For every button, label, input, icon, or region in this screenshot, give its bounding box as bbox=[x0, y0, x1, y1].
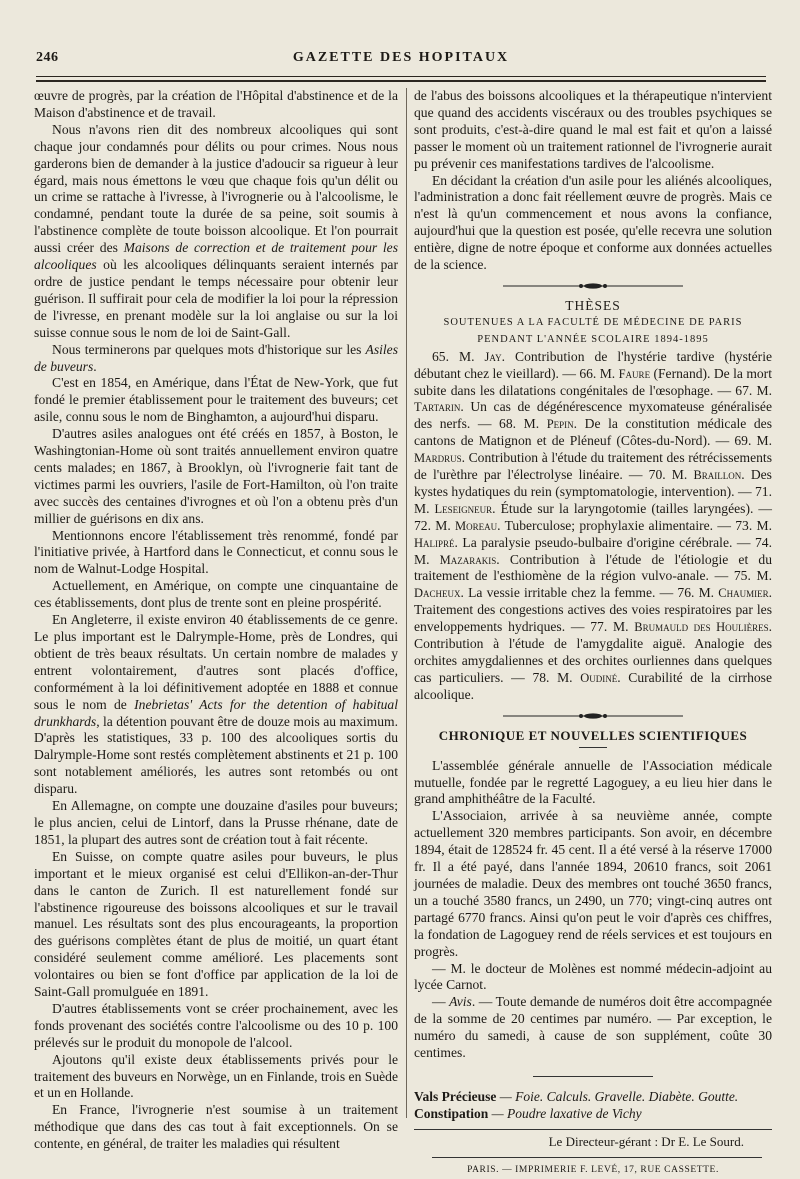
thesis-title: (Fernand). De la mort subite dans les dilatations congénitales de l'œsophage. — bbox=[414, 365, 772, 398]
thesis-author: Brumauld des Houlières bbox=[634, 620, 769, 635]
paragraph: En Angleterre, il existe environ 40 établissements de ce genre. Le plus important est le Dalrymple-Home, près de Londres, qui obtient de très beaux résultats. Un certain nombre de malades y entrent volontairement, d'autres sont placés d'office, conformément à la loi définitivement adoptée en 1888 et connue sous le nom de Inebrietas' Acts for the detention of habitual drunkhards, la détention pouvant être de douze mois au maximum. D'après les statistiques, 33 p. 100 des alcooliques sortis du Dalrymple-Home sont restés complètement abstinents et 21 p. 100 sont notablement améliorés, les autres sont retombés ou ont disparu. bbox=[34, 612, 398, 797]
printer-imprint: PARIS. — IMPRIMERIE F. LEVÉ, 17, RUE CASSETTE. bbox=[467, 1164, 719, 1175]
paragraph: — Avis. — Toute demande de numéros doit être accompagnée de la somme de 20 centimes par numéro. — Par exception, le numéro du samedi, à cause de son supplément, coûte 30 centimes. bbox=[414, 994, 772, 1061]
thesis-author: Braillon bbox=[693, 468, 742, 483]
paragraph: L'Associaion, arrivée à sa neuvième année, compte actuellement 320 membres participants. Son avoir, en décembre 1894, était de 128524 fr. 45 cent. Il a été versé à la réserve 17000 fr. Il a été payé, dans l'année 1894, 20610 francs, soit 2061 journées de maladie. Deux des membres ont touché 3650 francs, un a touché 3580 francs, un 2490, un 770; vingt-cinq autres ont partagé 6770 francs. Ainsi qu'on peut le voir d'après ces chiffres, la fondation de Lagoguey rend de réels services et est toujours en progrès. bbox=[414, 808, 772, 959]
thesis-title: . Contribution à l'étude du traitement des rétrécissements de l'urèthre par l'électrolyse linéaire. — bbox=[414, 450, 772, 483]
paragraph: de l'abus des boissons alcooliques et la thérapeutique n'intervient que quand des accidents viscéraux ou des troubles psychiques se sont produits, c'est-à-dire quand le mal est fait et qu'on a laissé passer le moment où un traitement rationnel de l'ivrognerie aurait pu prévenir ces manifestations tardives de l'alcoolisme. bbox=[414, 88, 772, 171]
thesis-number: 78. M. bbox=[532, 669, 581, 685]
section-title-theses: THÈSES bbox=[565, 297, 621, 313]
paragraph: œuvre de progrès, par la création de l'Hôpital d'abstinence et de la Maison d'abstinence et de travail. bbox=[34, 88, 398, 120]
paragraph: Actuellement, en Amérique, on compte une cinquantaine de ces établissements, dont plus de trente sont en pleine prospérité. bbox=[34, 578, 398, 611]
thesis-number: 77. M. bbox=[590, 619, 635, 635]
right-column bbox=[414, 88, 772, 1179]
paragraph: — M. le docteur de Molènes est nommé médecin-adjoint au lycée Carnot. bbox=[414, 960, 772, 993]
thesis-author: Pepin bbox=[546, 417, 574, 432]
thesis-author: Chaumier bbox=[718, 586, 769, 601]
paragraph: Nous n'avons rien dit des nombreux alcooliques qui sont chaque jour condamnés pour délits ou pour crimes. Nous nous garderons bien de demander à la justice d'adoucir sa rigueur à leur égard, mais nous émettons le vœu que chaque fois qu'un délit ou un crime se rattache à l'ivresse, à l'ivrognerie ou à l'alcoolisme, le condamné, pendant toute la durée de sa peine, soit soumis à l'abstinence complète de toute boisson alcoolique. Et l'on pourrait aussi créer des Maisons de correction et de traitement pour les alcooliques où les alcooliques délinquants seraient internés par ordre de justice pendant le temps nécessaire pour obtenir leur guérison. Il suffirait pour cela de modifier la loi pour la répression de l'ivresse, en prenant modèle sur la loi anglaise ou sur la loi suisse connue sous le nom de loi de Saint-Gall. bbox=[34, 121, 398, 340]
thesis-number: 68. M. bbox=[499, 416, 547, 432]
thesis-number: 66. M. bbox=[579, 365, 619, 381]
title-underline bbox=[579, 747, 607, 748]
thesis-number: 75. M. bbox=[733, 568, 772, 584]
journal-title: GAZETTE DES HOPITAUX bbox=[292, 50, 510, 65]
thesis-number: 73. M. bbox=[735, 517, 772, 533]
thesis-author: Faure bbox=[618, 366, 651, 381]
paragraph: En décidant la création d'un asile pour les aliénés alcooliques, l'administration a donc fait réellement œuvre de progrès. Mais ce n'est là qu'un commencement et nous avons la confiance, aujourd'hui que la question est posée, qu'elle recevra une solution entière, digne de notre époque et conforme aux données actuelles de la science. bbox=[414, 172, 772, 273]
page-header bbox=[36, 50, 766, 72]
paragraph: Ajoutons qu'il existe deux établissements privés pour le traitement des buveurs en Norwège, un en Finlande, trois en Suède et un en Hollande. bbox=[34, 1051, 398, 1101]
thesis-author: Mazarakis bbox=[439, 552, 497, 567]
section-title-chronique: CHRONIQUE ET NOUVELLES SCIENTIFIQUES bbox=[438, 727, 748, 743]
thesis-number: 69. M. bbox=[734, 433, 772, 449]
short-divider bbox=[533, 1076, 653, 1077]
advertisement: Constipation — Poudre laxative de Vichy bbox=[414, 1105, 642, 1121]
printer-rule bbox=[432, 1157, 762, 1158]
thesis-number: 71. M. bbox=[414, 483, 772, 516]
thesis-author: Moreau bbox=[455, 518, 498, 533]
thesis-author: Oudiné bbox=[580, 670, 618, 685]
thesis-title: . Des kystes hydatiques du rein (symptomatologie, intervention). — bbox=[414, 467, 772, 499]
thesis-number: 65. M. bbox=[432, 348, 485, 364]
section-subtitle: SOUTENUES A LA FACULTÉ DE MÉDECINE DE PARIS bbox=[443, 316, 743, 328]
thesis-title: . Contribution à l'étude de l'amygdalite aiguë. Analogie des orchites amygdaliennes et des orchites ourliennes dans quelques cas particuliers. — bbox=[414, 619, 772, 685]
page-number: 246 bbox=[36, 50, 59, 65]
thesis-title: . Contribution de l'hystérie tardive (hystérie débutant chez le vieillard). — bbox=[414, 348, 773, 381]
theses-list bbox=[414, 349, 772, 704]
paragraph: En Suisse, on compte quatre asiles pour buveurs, le plus important et le mieux organisé est celui d'Ellikon-an-der-Thur dans le canton de Zurich. Il est naturellement fondé sur l'abstinence rigoureuse des boissons alcooliques et sur le travail manuel. Les résultats sont des plus encourageants, la proportion des guérisons complètes étant de plus de moitié, un quart étant considéré seulement comme amélioré. Les placements sont volontaires ou bien se font d'office par application de la loi de Saint-Gall promulguée en 1891. bbox=[34, 848, 398, 1000]
paragraph: En Allemagne, on compte une douzaine d'asiles pour buveurs; le plus ancien, celui de Lintorf, dans la Prusse rhénane, date de 1851, la plupart des autres sont de création tout à fait récente. bbox=[34, 798, 398, 847]
thesis-author: Tartarin bbox=[414, 400, 461, 415]
thesis-title: . Un cas de dégénérescence myxomateuse généralisée des nerfs. — bbox=[414, 399, 772, 432]
paragraph: Mentionnons encore l'établissement très renommé, fondé par l'initiative privée, à Hartford dans le Connecticut, et connu sous le nom de Walnut-Lodge Hospital. bbox=[34, 527, 398, 577]
thesis-author: Leseigneur bbox=[434, 501, 493, 516]
left-column bbox=[34, 88, 398, 1153]
paragraph: D'autres établissements vont se créer prochainement, avec les fonds provenant des sociétés contre l'alcoolisme ou des 10 p. 100 prélevés sur le produit du monopole de l'alcool. bbox=[34, 1000, 398, 1050]
thesis-number: 70. M. bbox=[648, 467, 694, 483]
thesis-number: 72. M. bbox=[414, 517, 456, 533]
thesis-author: Halipré bbox=[414, 535, 455, 550]
thesis-title: . Traitement des congestions actives des voies respiratoires par les enveloppements hydriques. — bbox=[414, 585, 772, 635]
column-divider bbox=[406, 88, 407, 1118]
thesis-title: . La vessie irritable chez la femme. — bbox=[460, 585, 678, 601]
header-rule-thick bbox=[36, 80, 766, 82]
paragraph: D'autres asiles analogues ont été créés en 1857, à Boston, le Washingtonian-Home où sont traités annuellement environ quatre cents malades; en 1867, à Brooklyn, où l'ivrognerie fait tant de victimes parmi les ouvriers, l'asile de Fort-Hamilton, où l'on traite avec succès des centaines d'ivrognes et où l'on a obtenu près d'un millier de guérisons en dix ans. bbox=[34, 426, 398, 526]
thesis-author: Dacheux bbox=[414, 586, 461, 601]
thesis-title: . De la constitution médicale des cantons de Matignon et de Pléneuf (Côtes-du-Nord). — bbox=[414, 416, 773, 449]
thesis-number: 67. M. bbox=[735, 382, 772, 398]
thesis-title: . Tuberculose; prophylaxie alimentaire. — bbox=[497, 517, 736, 533]
advertisement: Vals Précieuse — Foie. Calculs. Gravelle. Diabète. Goutte. bbox=[414, 1088, 739, 1104]
ornament-divider bbox=[503, 282, 683, 290]
thesis-author: Mardrus bbox=[414, 451, 462, 466]
director-signature: Le Directeur-gérant : Dr E. Le Sourd. bbox=[548, 1133, 744, 1149]
thesis-title: . La paralysie pseudo-bulbaire d'origine cérébrale. — bbox=[454, 534, 755, 550]
thesis-title: . Étude sur la laryngotomie (tailles laryngées). — bbox=[492, 500, 772, 516]
thesis-author: Jay bbox=[484, 349, 502, 364]
paragraph: C'est en 1854, en Amérique, dans l'État de New-York, que fut fondé le premier établissement pour le traitement des buveurs; cet asile, connu sous le nom de Binghamton, a aujourd'hui disparu. bbox=[34, 375, 398, 425]
ornament-divider bbox=[503, 712, 683, 720]
paragraph: L'assemblée générale annuelle de l'Association médicale mutuelle, fondée par le regretté Lagoguey, a eu lieu hier dans le grand amphithéâtre de la Faculté. bbox=[414, 757, 772, 807]
paragraph: En France, l'ivrognerie n'est soumise à un traitement méthodique que dans des cas tout à fait exceptionnels. On se contente, en général, de traiter les maladies qui résultent bbox=[34, 1102, 398, 1152]
paragraph: Nous terminerons par quelques mots d'historique sur les Asiles de buveurs. bbox=[34, 341, 398, 374]
thesis-title: . Curabilité de la cirrhose alcoolique. bbox=[414, 669, 772, 702]
header-rule bbox=[36, 76, 766, 77]
thesis-title: . Contribution à l'étude de l'étiologie et du traitement de l'esthiomène de la région vulvo-anale. — bbox=[414, 551, 772, 584]
thesis-number: 74. M. bbox=[414, 534, 772, 567]
thesis-number: 76. M. bbox=[677, 585, 719, 601]
signature-rule bbox=[414, 1129, 772, 1130]
section-subtitle: PENDANT L'ANNÉE SCOLAIRE 1894-1895 bbox=[477, 333, 709, 345]
